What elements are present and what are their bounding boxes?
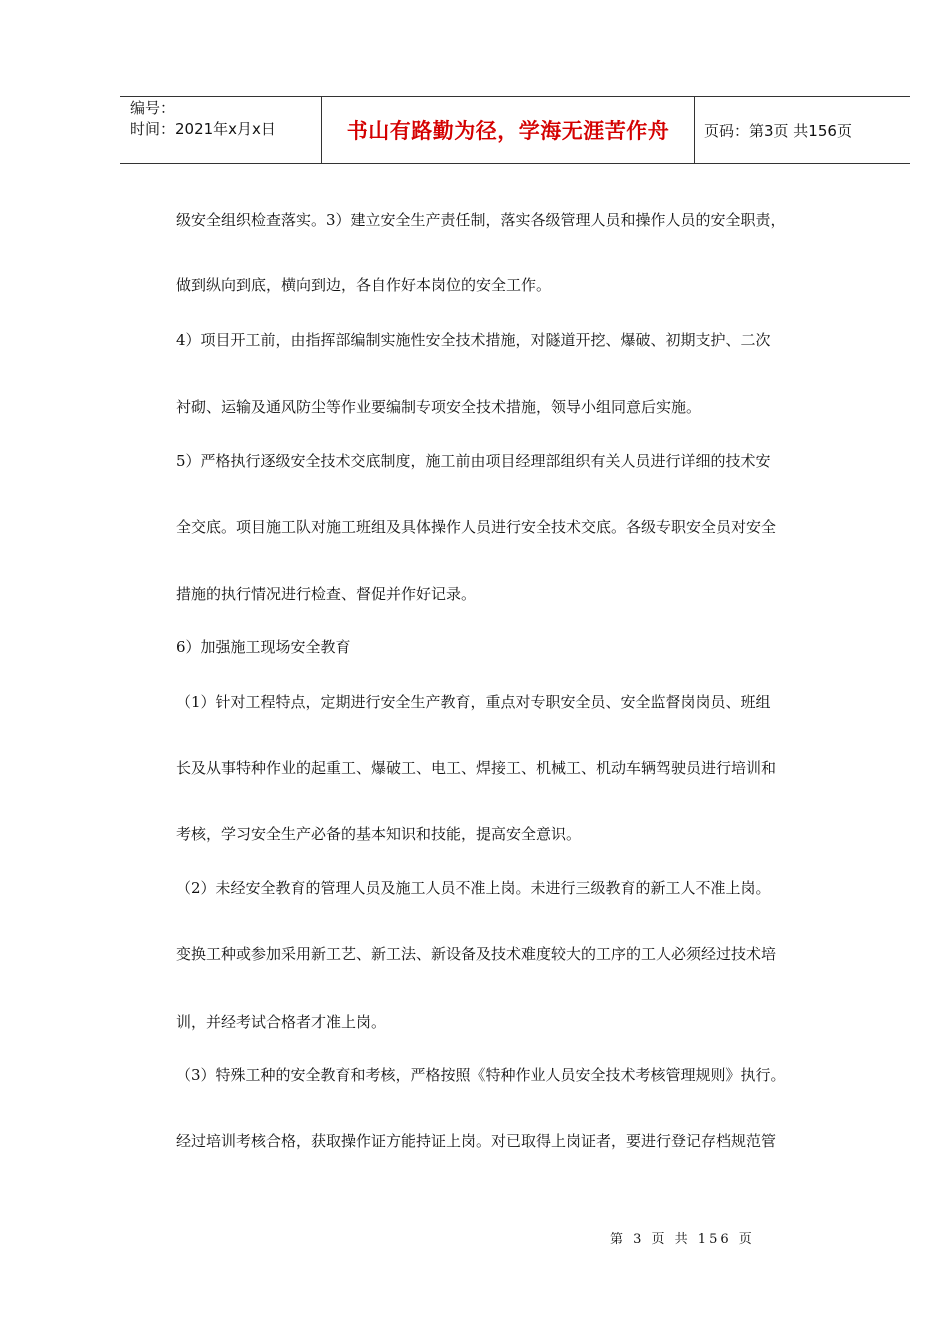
body-line: 做到纵向到底，横向到边，各自作好本岗位的安全工作。 bbox=[176, 276, 552, 294]
body-line: （3）特殊工种的安全教育和考核，严格按照《特种作业人员安全技术考核管理规则》执行。 bbox=[176, 1066, 786, 1084]
body-line: 变换工种或参加采用新工艺、新工法、新设备及技术难度较大的工序的工人必须经过技术培 bbox=[176, 945, 777, 963]
document-date: 时间：2021年x月x日 bbox=[130, 120, 276, 138]
body-line: 训，并经考试合格者才准上岗。 bbox=[176, 1013, 387, 1031]
document-number-label: 编号： bbox=[130, 99, 176, 117]
body-line: 经过培训考核合格，获取操作证方能持证上岗。对已取得上岗证者，要进行登记存档规范管 bbox=[176, 1132, 777, 1150]
body-line: 5）严格执行逐级安全技术交底制度，施工前由项目经理部组织有关人员进行详细的技术安 bbox=[176, 452, 771, 470]
body-line: （1）针对工程特点，定期进行安全生产教育，重点对专职安全员、安全监督岗岗员、班组 bbox=[176, 693, 771, 711]
header-page-info: 页码：第3页 共156页 bbox=[704, 121, 852, 140]
header-meta bbox=[130, 98, 276, 140]
body-line: 4）项目开工前，由指挥部编制实施性安全技术措施，对隧道开挖、爆破、初期支护、二次 bbox=[176, 331, 771, 349]
header-motto: 书山有路勤为径，学海无涯苦作舟 bbox=[346, 119, 670, 143]
body-line: 级安全组织检查落实。3）建立安全生产责任制，落实各级管理人员和操作人员的安全职责， bbox=[176, 211, 786, 229]
body-line: 6）加强施工现场安全教育 bbox=[176, 638, 351, 656]
body-line: 衬砌、运输及通风防尘等作业要编制专项安全技术措施，领导小组同意后实施。 bbox=[176, 398, 702, 416]
body-line: 全交底。项目施工队对施工班组及具体操作人员进行安全技术交底。各级专职安全员对安全 bbox=[176, 518, 777, 536]
body-line: （2）未经安全教育的管理人员及施工人员不准上岗。未进行三级教育的新工人不准上岗。 bbox=[176, 879, 771, 897]
body-line: 措施的执行情况进行检查、督促并作好记录。 bbox=[176, 585, 477, 603]
body-line: 长及从事特种作业的起重工、爆破工、电工、焊接工、机械工、机动车辆驾驶员进行培训和 bbox=[176, 759, 777, 777]
page-footer: 第 3 页 共 156 页 bbox=[610, 1232, 755, 1247]
header-divider-right bbox=[694, 96, 695, 164]
body-line: 考核，学习安全生产必备的基本知识和技能，提高安全意识。 bbox=[176, 825, 582, 843]
